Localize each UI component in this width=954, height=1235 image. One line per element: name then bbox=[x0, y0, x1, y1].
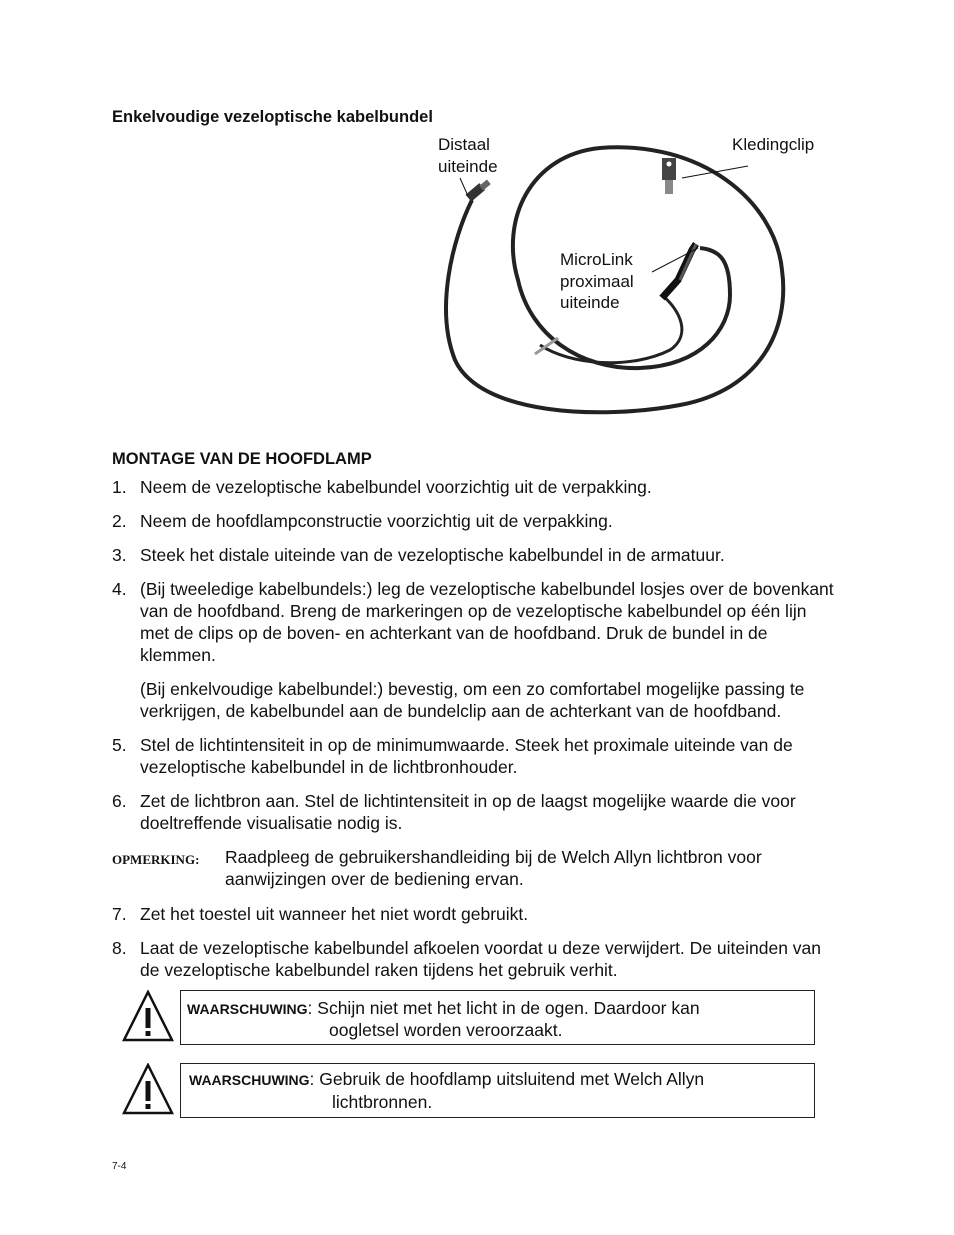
warning-content: WAARSCHUWING: Gebruik de hoofdlamp uitsluitend met Welch Allyn bbox=[189, 1069, 705, 1089]
warning-text-line2: lichtbronnen. bbox=[332, 1092, 433, 1112]
warning-text-line1: Schijn niet met het licht in de ogen. Daardoor kan bbox=[317, 998, 700, 1018]
page-number: 7-4 bbox=[112, 1161, 127, 1172]
warning-label: WAARSCHUWING bbox=[187, 1001, 308, 1017]
warning-box bbox=[180, 1063, 815, 1118]
warning-text-line2: oogletsel worden veroorzaakt. bbox=[329, 1020, 563, 1040]
note-text: Raadpleeg de gebruikershandleiding bij de Welch Allyn lichtbron voor aanwijzingen over de bediening ervan. bbox=[225, 847, 762, 889]
step-number: 2. bbox=[112, 511, 127, 531]
step-text: Stel de lichtintensiteit in op de minimumwaarde. Steek het proximale uiteinde van de vezeloptische kabelbundel in de lichtbronhouder. bbox=[140, 735, 793, 777]
step-text: (Bij tweeledige kabelbundels:) leg de vezeloptische kabelbundel losjes over de bovenkant van de hoofdband. Breng de markeringen op de vezeloptische kabelbundel op één lijn met de clips op de boven- en achterkant van de hoofdband. Druk de bundel in de klemmen. bbox=[140, 579, 834, 665]
step-number: 7. bbox=[112, 904, 127, 924]
clothing-clip bbox=[662, 158, 676, 194]
warning-label: WAARSCHUWING bbox=[189, 1072, 310, 1088]
proximal-end-label: MicroLink proximaal uiteinde bbox=[560, 250, 634, 312]
note-label: OPMERKING: bbox=[112, 852, 200, 867]
distal-connector bbox=[466, 179, 491, 201]
section-title: Enkelvoudige vezeloptische kabelbundel bbox=[112, 108, 433, 126]
step-number: 3. bbox=[112, 545, 127, 565]
step-text: Steek het distale uiteinde van de vezeloptische kabelbundel in de armatuur. bbox=[140, 545, 725, 565]
step-number: 8. bbox=[112, 938, 127, 958]
step-number: 1. bbox=[112, 477, 127, 497]
step-text: Laat de vezeloptische kabelbundel afkoelen voordat u deze verwijdert. De uiteinden van de vezeloptische kabelbundel raken tijdens het gebruik verhit. bbox=[140, 938, 822, 980]
clip-leader-line bbox=[682, 166, 748, 178]
step-text: Zet het toestel uit wanneer het niet wordt gebruikt. bbox=[140, 904, 529, 924]
step-text: Zet de lichtbron aan. Stel de lichtintensiteit in op de laagst mogelijke waarde die voor doeltreffende visualisatie nodig is. bbox=[140, 791, 796, 833]
montage-title: MONTAGE VAN DE HOOFDLAMP bbox=[112, 450, 372, 468]
step-text: Neem de hoofdlampconstructie voorzichtig uit de verpakking. bbox=[140, 511, 613, 531]
step-number: 5. bbox=[112, 735, 127, 755]
warning-icon bbox=[122, 1063, 174, 1120]
distal-leader-line bbox=[460, 178, 468, 196]
step-text: Neem de vezeloptische kabelbundel voorzichtig uit de verpakking. bbox=[140, 477, 652, 497]
distal-end-label: Distaal uiteinde bbox=[438, 135, 498, 176]
step-text: (Bij enkelvoudige kabelbundel:) bevestig, om een zo comfortabel mogelijke passing te verkrijgen, de kabelbundel aan de bundelclip aan de achterkant van de hoofdband. bbox=[140, 679, 805, 721]
warning-content: WAARSCHUWING: Schijn niet met het licht in de ogen. Daardoor kan bbox=[187, 998, 700, 1018]
step-number: 4. bbox=[112, 579, 127, 599]
warning-text-line1: Gebruik de hoofdlamp uitsluitend met Welch Allyn bbox=[319, 1069, 705, 1089]
step-number: 6. bbox=[112, 791, 127, 811]
warning-box bbox=[180, 990, 815, 1045]
clothing-clip-label: Kledingclip bbox=[732, 135, 815, 154]
warning-icon bbox=[122, 990, 174, 1047]
